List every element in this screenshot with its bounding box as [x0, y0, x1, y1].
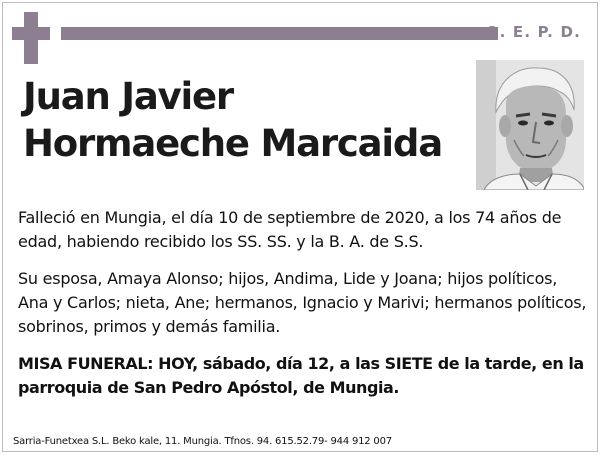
portrait-photo [476, 60, 584, 190]
funeral-mass-paragraph: MISA FUNERAL: HOY, sábado, día 12, a las SIETE de la tarde, en la parroquia de San Pedro Apóstol, de Mungia. [18, 354, 584, 397]
header-bar [61, 27, 498, 40]
name-line-1: Juan Javier [23, 75, 233, 118]
qepd-label: Q. E. P. D. [485, 23, 581, 41]
name-line-2: Hormaeche Marcaida [23, 122, 442, 165]
deceased-name [23, 73, 463, 167]
family-paragraph: Su esposa, Amaya Alonso; hijos, Andima, Lide y Joana; hijos políticos, Ana y Carlos; nieta, Ane; hermanos, Ignacio y Marivi; hermanos políticos, sobrinos, primos y demás familia. [18, 269, 587, 336]
funeral-home-footer: Sarria-Funetxea S.L. Beko kale, 11. Mungia. Tfnos. 94. 615.52.79- 944 912 007 [13, 436, 392, 447]
obituary-card [2, 2, 598, 452]
portrait-image [476, 60, 584, 190]
cross-icon [3, 3, 63, 73]
death-notice-paragraph: Falleció en Mungia, el día 10 de septiembre de 2020, a los 74 años de edad, habiendo recibido los SS. SS. y la B. A. de S.S. [18, 208, 562, 251]
